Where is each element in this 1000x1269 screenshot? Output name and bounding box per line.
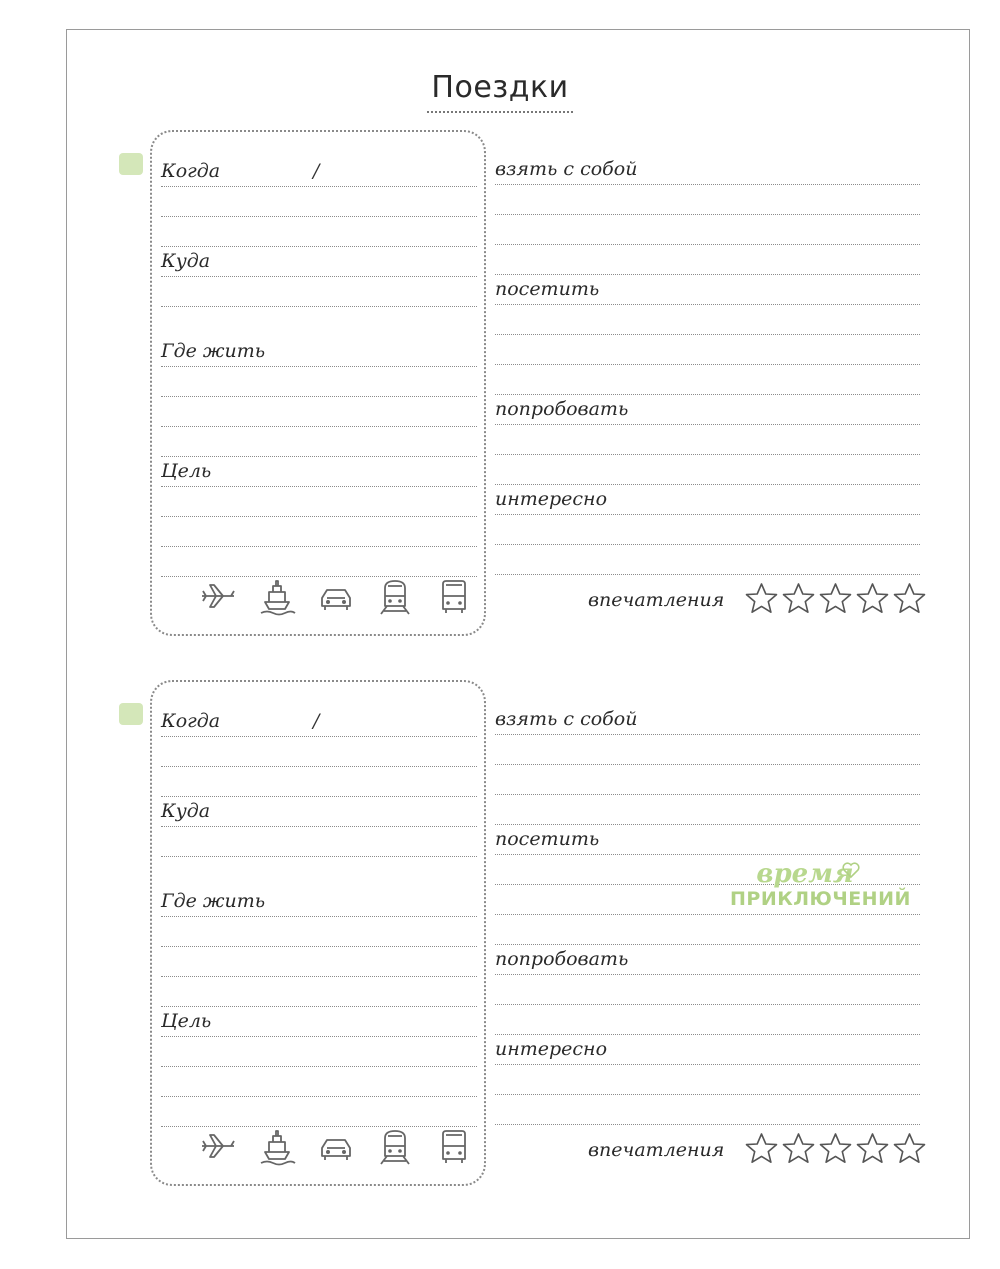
writing-line[interactable]: [495, 795, 920, 825]
label-goal: Цель: [161, 1010, 214, 1032]
star-icon[interactable]: [745, 582, 778, 615]
label-take: взять с собой: [495, 158, 640, 180]
field-where[interactable]: [161, 797, 477, 827]
writing-line[interactable]: [495, 1095, 920, 1125]
star-icon[interactable]: [745, 1132, 778, 1165]
label-when: Когда: [161, 710, 223, 732]
star-icon[interactable]: [893, 1132, 926, 1165]
impressions-label: впечатления: [588, 1139, 725, 1161]
trip-details-box: [150, 680, 486, 1186]
airplane-icon[interactable]: [198, 1126, 238, 1166]
writing-line[interactable]: [161, 917, 477, 947]
writing-line[interactable]: [495, 305, 920, 335]
star-icon[interactable]: [819, 582, 852, 615]
writing-line[interactable]: [495, 915, 920, 945]
writing-line[interactable]: [495, 975, 920, 1005]
field-visit[interactable]: [495, 825, 920, 855]
writing-line[interactable]: [495, 335, 920, 365]
writing-line[interactable]: [495, 765, 920, 795]
field-when[interactable]: [161, 157, 477, 187]
field-try[interactable]: [495, 395, 920, 425]
train-icon[interactable]: [375, 1126, 415, 1166]
writing-line[interactable]: [495, 215, 920, 245]
writing-line[interactable]: [161, 367, 477, 397]
writing-line[interactable]: [495, 365, 920, 395]
writing-line[interactable]: [495, 185, 920, 215]
date-separator: /: [313, 710, 320, 732]
transport-icons: [198, 572, 474, 616]
label-try: попробовать: [495, 398, 631, 420]
writing-line[interactable]: [161, 827, 477, 857]
field-goal[interactable]: [161, 457, 477, 487]
field-goal[interactable]: [161, 1007, 477, 1037]
label-take: взять с собой: [495, 708, 640, 730]
field-where[interactable]: [161, 247, 477, 277]
writing-line[interactable]: [161, 397, 477, 427]
field-try[interactable]: [495, 945, 920, 975]
writing-line[interactable]: [161, 737, 477, 767]
field-interesting[interactable]: [495, 1035, 920, 1065]
label-when: Когда: [161, 160, 223, 182]
label-stay: Где жить: [161, 340, 268, 362]
section-marker: [119, 703, 143, 725]
writing-line[interactable]: [495, 1005, 920, 1035]
impressions-label: впечатления: [588, 589, 725, 611]
writing-line[interactable]: [161, 977, 477, 1007]
section-marker: [119, 153, 143, 175]
writing-line[interactable]: [495, 425, 920, 455]
page-title: Поездки: [0, 70, 1000, 113]
writing-line[interactable]: [161, 187, 477, 217]
label-interesting: интересно: [495, 488, 610, 510]
writing-line[interactable]: [161, 767, 477, 797]
airplane-icon[interactable]: [198, 576, 238, 616]
writing-line[interactable]: [495, 1065, 920, 1095]
star-icon[interactable]: [856, 1132, 889, 1165]
writing-line[interactable]: [495, 515, 920, 545]
label-stay: Где жить: [161, 890, 268, 912]
rating-stars[interactable]: [745, 582, 926, 615]
label-where: Куда: [161, 250, 213, 272]
bus-icon[interactable]: [434, 576, 474, 616]
field-when[interactable]: [161, 707, 477, 737]
writing-line[interactable]: [161, 487, 477, 517]
label-goal: Цель: [161, 460, 214, 482]
train-icon[interactable]: [375, 576, 415, 616]
label-interesting: интересно: [495, 1038, 610, 1060]
label-visit: посетить: [495, 828, 602, 850]
star-icon[interactable]: [893, 582, 926, 615]
label-try: попробовать: [495, 948, 631, 970]
trip-details-box: [150, 130, 486, 636]
label-where: Куда: [161, 800, 213, 822]
star-icon[interactable]: [782, 1132, 815, 1165]
writing-line[interactable]: [161, 517, 477, 547]
writing-line[interactable]: [495, 735, 920, 765]
ship-icon[interactable]: [257, 576, 297, 616]
heart-icon: [842, 862, 860, 878]
rating-stars[interactable]: [745, 1132, 926, 1165]
field-take[interactable]: [495, 705, 920, 735]
writing-line[interactable]: [161, 277, 477, 307]
ship-icon[interactable]: [257, 1126, 297, 1166]
brand-line-2: ПРИКЛЮЧЕНИЙ: [730, 888, 911, 910]
field-take[interactable]: [495, 155, 920, 185]
writing-line[interactable]: [161, 217, 477, 247]
bus-icon[interactable]: [434, 1126, 474, 1166]
label-visit: посетить: [495, 278, 602, 300]
transport-icons: [198, 1122, 474, 1166]
writing-line[interactable]: [161, 1067, 477, 1097]
car-icon[interactable]: [316, 1126, 356, 1166]
writing-line[interactable]: [495, 455, 920, 485]
writing-line[interactable]: [161, 947, 477, 977]
car-icon[interactable]: [316, 576, 356, 616]
star-icon[interactable]: [782, 582, 815, 615]
star-icon[interactable]: [819, 1132, 852, 1165]
star-icon[interactable]: [856, 582, 889, 615]
field-visit[interactable]: [495, 275, 920, 305]
writing-line[interactable]: [161, 427, 477, 457]
date-separator: /: [313, 160, 320, 182]
field-stay[interactable]: [161, 337, 477, 367]
field-interesting[interactable]: [495, 485, 920, 515]
writing-line[interactable]: [161, 1037, 477, 1067]
writing-line[interactable]: [495, 245, 920, 275]
writing-line[interactable]: [495, 545, 920, 575]
brand-line-1: время: [756, 859, 854, 889]
field-stay[interactable]: [161, 887, 477, 917]
